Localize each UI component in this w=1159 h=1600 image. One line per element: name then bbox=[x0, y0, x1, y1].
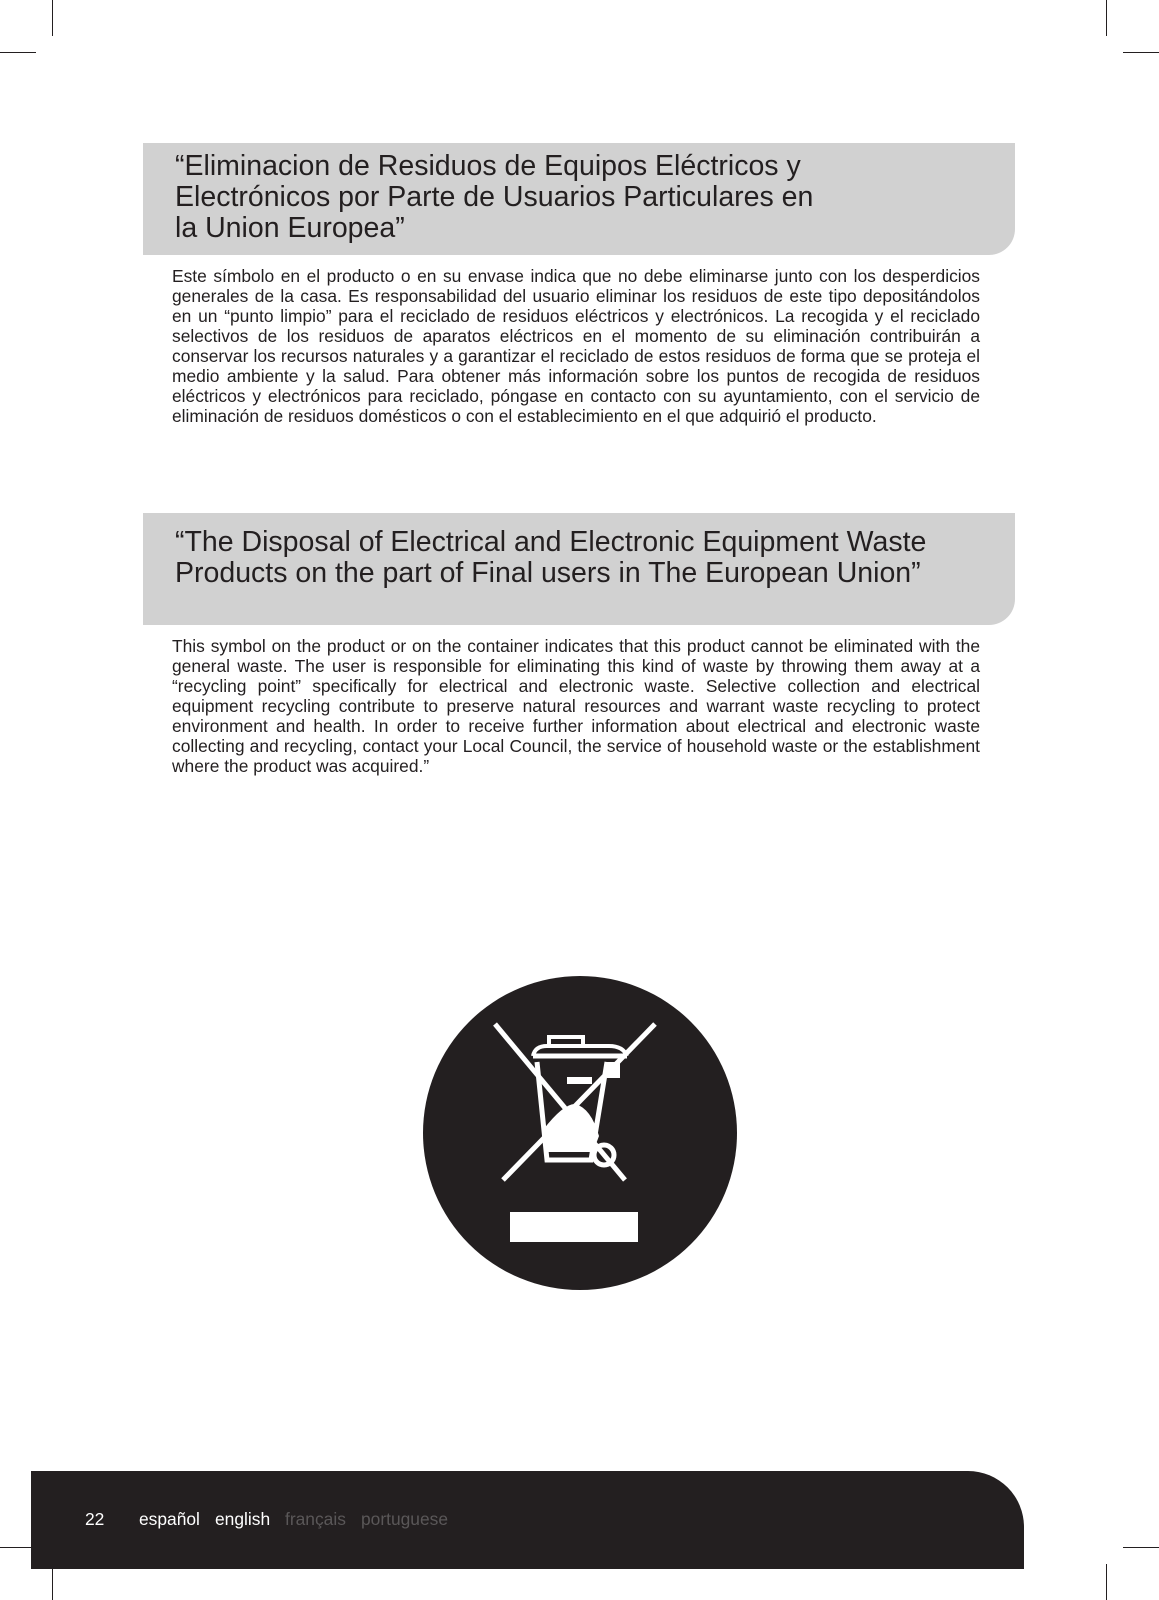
language-link-english[interactable]: english bbox=[215, 1509, 271, 1529]
page-number: 22 bbox=[85, 1509, 105, 1529]
crop-mark bbox=[52, 1564, 53, 1600]
crop-mark bbox=[0, 52, 36, 53]
crop-mark bbox=[52, 0, 53, 36]
crop-mark bbox=[1123, 1547, 1159, 1548]
crop-mark bbox=[1106, 0, 1107, 36]
section-header-english bbox=[143, 513, 1015, 625]
title-line: Electrónicos por Parte de Usuarios Particulares en bbox=[175, 181, 814, 213]
title-line: Products on the part of Final users in The European Union” bbox=[175, 557, 921, 589]
language-link-espanol[interactable]: español bbox=[139, 1509, 200, 1529]
title-line: “Eliminacion de Residuos de Equipos Eléctricos y bbox=[175, 150, 801, 182]
crop-mark bbox=[1123, 52, 1159, 53]
section-body-spanish: Este símbolo en el producto o en su envase indica que no debe eliminarse junto con los desperdicios generales de la casa. Es responsabilidad del usuario eliminar los residuos de este tipo depositándolos en un “punto limpio” para el reciclado de residuos eléctricos y electrónicos. La recogida y el reciclado selectivos de los residuos de aparatos eléctricos en el momento de su eliminación contribuirán a conservar los recursos naturales y a garantizar el reciclado de estos residuos de forma que se proteja el medio ambiente y la salud. Para obtener más información sobre los puntos de recogida de residuos eléctricos y electrónicos para reciclado, póngase en contacto con su ayuntamiento, con el servicio de eliminación de residuos domésticos o con el establecimiento en el que adquirió el producto. bbox=[172, 266, 980, 426]
crop-mark bbox=[1106, 1564, 1107, 1600]
language-link-francais[interactable]: français bbox=[285, 1509, 346, 1529]
title-line: la Union Europea” bbox=[175, 212, 405, 244]
language-link-portuguese[interactable]: portuguese bbox=[361, 1509, 449, 1529]
title-line: “The Disposal of Electrical and Electronic Equipment Waste bbox=[175, 526, 927, 558]
weee-crossed-out-bin-icon bbox=[423, 976, 737, 1290]
section-body-english: This symbol on the product or on the container indicates that this product cannot be eliminated with the general waste. The user is responsible for eliminating this kind of waste by throwing them away at a “recycling point” specifically for electrical and electronic waste. Selective collection and electrical equipment recycling contribute to preserve natural resources and warrant waste recycling to protect environment and health. In order to receive further information about electrical and electronic waste collecting and recycling, contact your Local Council, the service of household waste or the establishment where the product was acquired.” bbox=[172, 636, 980, 776]
section-title-spanish bbox=[175, 151, 813, 244]
section-header-spanish bbox=[143, 143, 1015, 255]
footer-bar bbox=[31, 1471, 1024, 1569]
section-title-english bbox=[175, 527, 926, 589]
